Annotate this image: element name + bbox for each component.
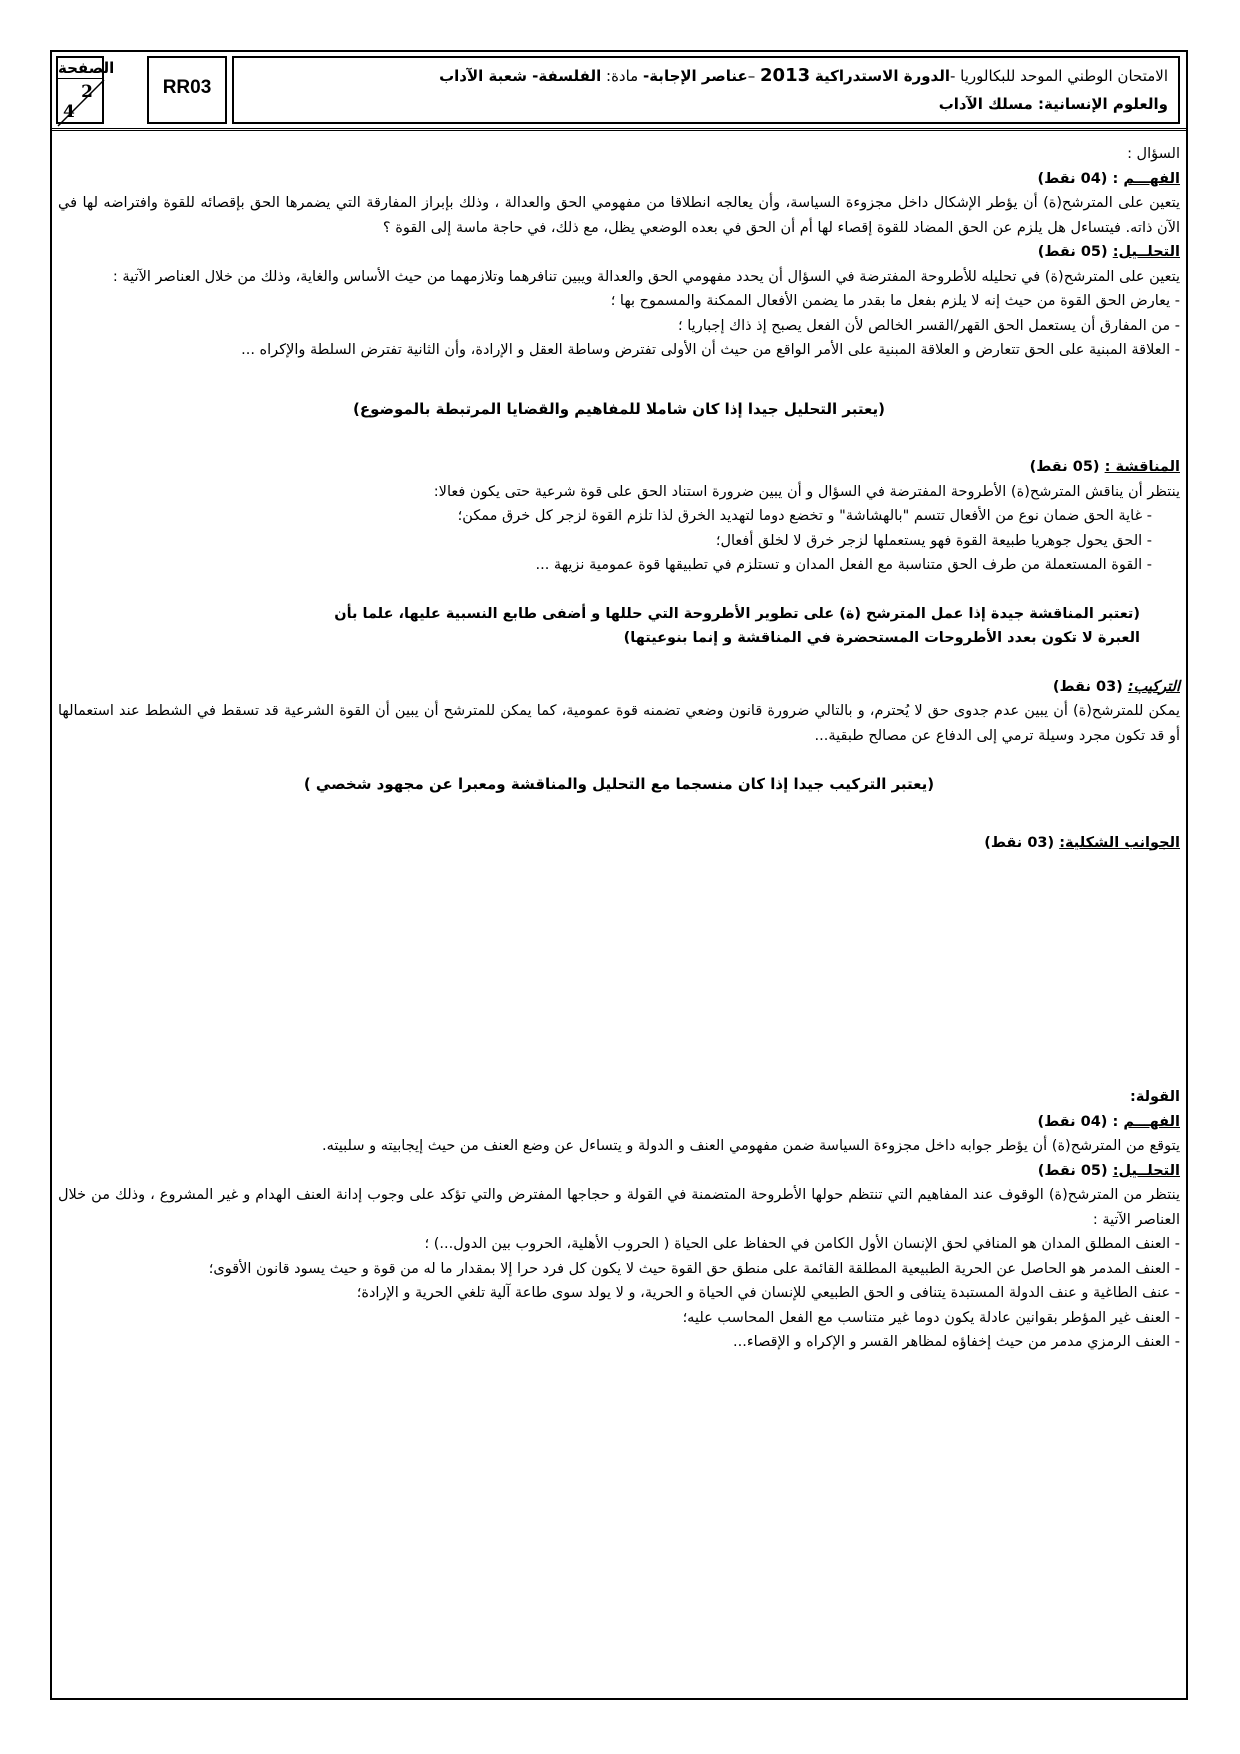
heading-title: التحلــيل: xyxy=(1112,244,1180,260)
question-label: السؤال : xyxy=(1127,146,1180,162)
title-answers: عناصر الإجابة- xyxy=(642,67,748,85)
title-dash: – xyxy=(747,67,761,85)
quote-label: القولة: xyxy=(1130,1089,1180,1105)
title-subject: الفلسفة- شعبة الآداب xyxy=(439,67,602,85)
list-item: - العنف المطلق المدان هو المنافي لحق الإنسان الأول الكامن في الحفاظ على الحياة ( الحروب الأهلية، الحروب بين الدول...) ؛ xyxy=(424,1236,1180,1252)
heading-title: الفهـــم xyxy=(1123,170,1180,187)
list-item: - غاية الحق ضمان نوع من الأفعال تتسم "بالهشاشة" و تخضع دوما لتهديد الخرق لذا تلزم القوة لزجر كل خرق ممكن؛ xyxy=(457,508,1152,524)
synthesis-note: (يعتبر التركيب جيدا إذا كان منسجما مع التحليل والمناقشة ومعبرا عن مجهود شخصي ) xyxy=(303,775,935,793)
list-item: - العلاقة المبنية على الحق تتعارض و العلاقة المبنية على الأمر الواقع من حيث أن الأولى تفترض وساطة العقل و الإرادة، وأن الثانية تفترض السلطة والإكراه ... xyxy=(241,342,1180,358)
heading-points: (03 نقط) xyxy=(984,834,1060,851)
list-item: - يعارض الحق القوة من حيث إنه لا يلزم بفعل ما بقدر ما يضمن الأفعال الممكنة والمسموح بها ؛ xyxy=(610,293,1180,309)
question-comprehension-text: يتعين على المترشح(ة) أن يؤطر الإشكال داخل مجزوءة السياسة، وأن يعالجه انطلاقا من مفهومي الحق والعدالة ، وذلك بإبراز المفارقة التي يضمرها الحق بإقصائه للقوة وافتراضه لها في الآن ذاته. فيتساءل هل يلزم عن الحق المضاد للقوة إقصاء لها أم أن الحق في بعده الوضعي يظل، مع ذلك، في حاجة ماسة إلى القوة ؟ xyxy=(58,195,1180,236)
exam-title-line2 xyxy=(244,90,1168,118)
heading-title: التحلــيل: xyxy=(1112,1162,1180,1179)
quote-comprehension-text: يتوقع من المترشح(ة) أن يؤطر جوابه داخل مجزوءة السياسة ضمن مفهومي العنف و الدولة و يتساءل عن وضع العنف من حيث إيجابيته و سلبيته. xyxy=(322,1138,1180,1154)
title-exam-name: الامتحان الوطني الموحد للبكالوريا - xyxy=(949,67,1168,85)
heading-points: (03 نقط) xyxy=(1052,678,1128,695)
list-item: - القوة المستعملة من طرف الحق متناسبة مع الفعل المدان و تستلزم في تطبيقها قوة عمومية نزيهة ... xyxy=(535,557,1152,573)
heading-title: المناقشة : xyxy=(1104,459,1180,475)
title-session: الدورة الاستدراكية xyxy=(814,67,950,85)
title-year: 2013 xyxy=(760,65,811,86)
question-comprehension-heading xyxy=(58,167,1180,192)
heading-points: : (04 نقط) xyxy=(1037,170,1124,187)
exam-code: RR03 xyxy=(147,56,227,124)
heading-points: (05 نقط) xyxy=(1037,1162,1113,1179)
question-synthesis-heading xyxy=(58,675,1180,700)
page-total: 4 xyxy=(63,102,75,122)
question-formal-heading xyxy=(58,831,1180,856)
list-item: - العنف المدمر هو الحاصل عن الحرية الطبيعية المطلقة القائمة على منطق حق القوة حيث لا يكون كل فرد حرا إلا بمقدار ما له من قوة و حيث يسود قانون الأقوى؛ xyxy=(208,1260,1180,1277)
question-analysis-text: يتعين على المترشح(ة) في تحليله للأطروحة المفترضة في السؤال أن يحدد مفهومي الحق والعدالة ويبين تنافرهما وتلازمهما من حيث الأساس والغاية، وذلك من خلال العناصر الآتية : xyxy=(112,268,1180,285)
question-analysis-heading xyxy=(58,240,1180,265)
question-synthesis-text: يمكن للمترشح(ة) أن يبين عدم جدوى حق لا يُحترم، و بالتالي ضرورة قانون وضعي تضمنه قوة عمومية، كما يمكن للمترشح أن يبين أن القوة الشرعية قد تسقط في الشطط عند استعمالها أو قد تكون مجرد وسيلة ترمي إلى الدفاع عن مصالح طبقية... xyxy=(58,703,1180,744)
list-item: - العنف غير المؤطر بقوانين عادلة يكون دوما غير متناسب مع الفعل المحاسب عليه؛ xyxy=(682,1309,1180,1326)
question-discussion-heading xyxy=(58,455,1180,480)
list-item: - من المفارق أن يستعمل الحق القهر/القسر الخالص لأن الفعل يصبح إذ ذاك إجباريا ؛ xyxy=(678,317,1180,334)
quote-analysis-text: ينتظر من المترشح(ة) الوقوف عند المفاهيم التي تنتظم حولها الأطروحة المتضمنة في القولة و حجاجها المفترض والتي تؤكد على وجوب إدانة العنف الهدام و غير المشروع ، وذلك من خلال العناصر الآتية : xyxy=(58,1187,1180,1228)
heading-title: الفهـــم xyxy=(1123,1113,1180,1130)
heading-points: (05 نقط) xyxy=(1037,244,1113,260)
heading-points: (05 نقط) xyxy=(1029,459,1105,475)
list-item: - العنف الرمزي مدمر من حيث إخفاؤه لمظاهر القسر و الإكراه و الإقصاء... xyxy=(733,1334,1180,1350)
page-label: الصفحة xyxy=(58,59,115,77)
discussion-note-line2: العبرة لا تكون بعدد الأطروحات المستحضرة في المناقشة و إنما بنوعيتها) xyxy=(623,630,1140,646)
page-number-box xyxy=(56,56,115,124)
discussion-note-line1: (تعتبر المناقشة جيدة إذا عمل المترشح (ة) على تطوير الأطروحة التي حللها و أضفى طابع النسبية عليها، علما بأن xyxy=(334,605,1140,622)
answer-sheet-page xyxy=(50,50,1188,1700)
page-content xyxy=(58,142,1180,1355)
question-discussion-text: ينتظر أن يناقش المترشح(ة) الأطروحة المفترضة في السؤال و أن يبين ضرورة استناد الحق على قوة شرعية حتى يكون فعالا: xyxy=(433,483,1180,500)
title-track: والعلوم الإنسانية: مسلك الآداب xyxy=(938,95,1168,113)
heading-title: التركيب: xyxy=(1127,678,1180,695)
analysis-note: (يعتبر التحليل جيدا إذا كان شاملا للمفاهيم والقضايا المرتبطة بالموضوع) xyxy=(353,399,885,418)
quote-comprehension-heading xyxy=(58,1110,1180,1135)
page-header xyxy=(52,52,1186,131)
heading-title: الجوانب الشكلية: xyxy=(1059,834,1180,851)
list-item: - الحق يحول جوهريا طبيعة القوة فهو يستعملها لزجر خرق لا لخلق أفعال؛ xyxy=(715,532,1152,549)
exam-title-line1 xyxy=(244,62,1168,90)
list-item: - عنف الطاغية و عنف الدولة المستبدة يتنافى و الحق الطبيعي للإنسان في الحياة و الحرية، و لا يولد سوى طاعة آلية تلغي الحرية و الإرادة؛ xyxy=(356,1285,1180,1301)
title-subject-label: مادة: xyxy=(601,67,643,85)
quote-analysis-heading xyxy=(58,1159,1180,1184)
exam-title xyxy=(232,56,1180,124)
heading-points: : (04 نقط) xyxy=(1037,1113,1124,1130)
page-number: 2 xyxy=(81,82,93,102)
